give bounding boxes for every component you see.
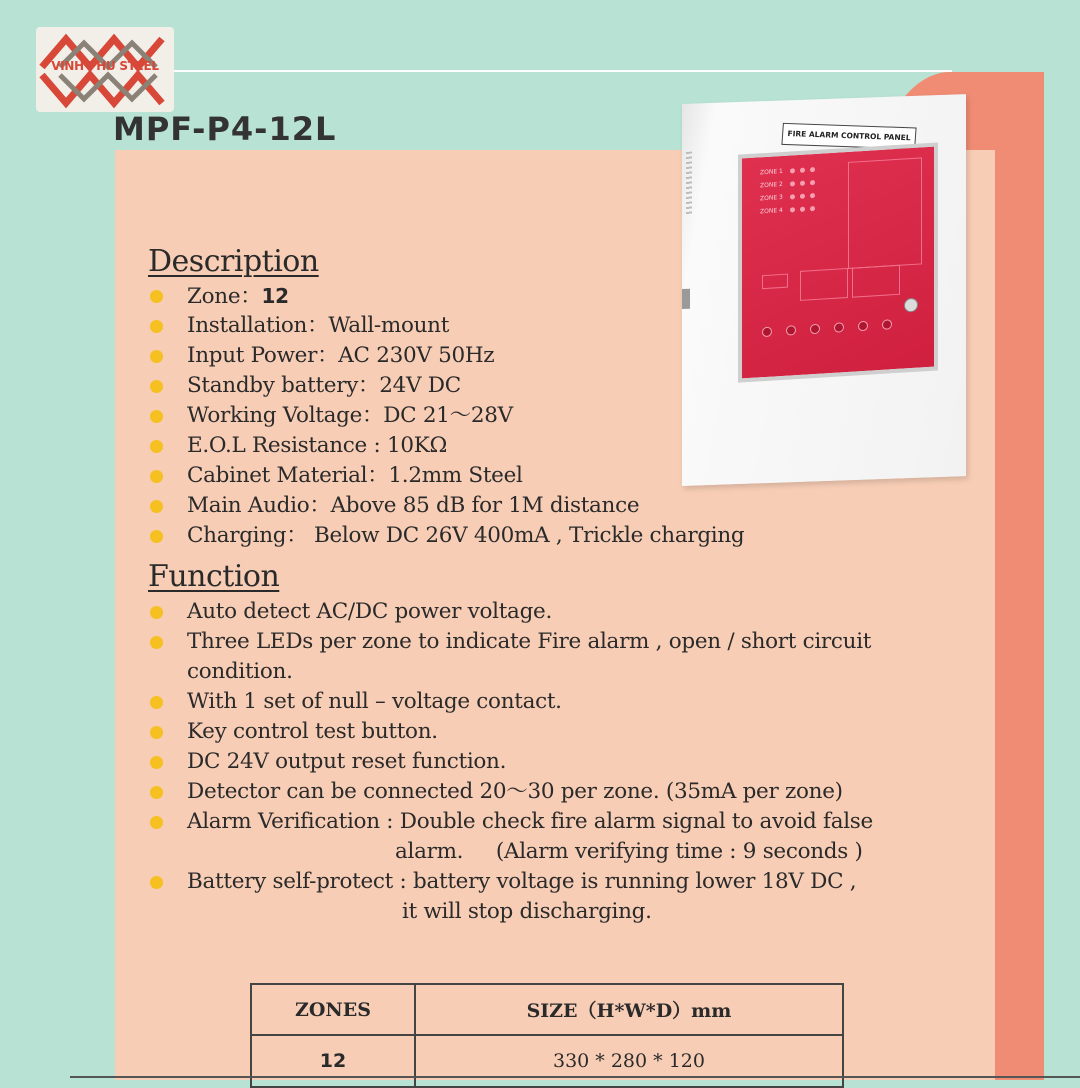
table-cell-size: 330 * 280 * 120 (415, 1035, 843, 1087)
item-text-continued: it will stop discharging. (402, 899, 652, 924)
label-area (848, 157, 922, 269)
led-icon (800, 181, 805, 186)
item-label: Main Audio： (187, 493, 331, 518)
table-header-size: SIZE（H*W*D）mm (415, 984, 843, 1035)
table-header-row (251, 984, 843, 1035)
led-icon (800, 207, 805, 212)
item-label: Input Power： (187, 343, 339, 368)
led-icon (810, 167, 815, 172)
list-item (148, 687, 873, 717)
item-text: Battery self-protect : battery voltage is running lower 18V DC , (187, 869, 857, 894)
item-text-continued: condition. (187, 659, 293, 684)
list-item (148, 807, 873, 867)
list-item (148, 747, 873, 777)
bullet-icon (150, 320, 163, 333)
table-row (251, 1035, 843, 1087)
item-label: Installation： (187, 313, 329, 338)
table-header-zones: ZONES (251, 984, 415, 1035)
bullet-icon (150, 410, 163, 423)
control-button (834, 322, 844, 333)
item-value: DC 21～28V (383, 403, 513, 428)
item-value: 1.2mm Steel (388, 463, 523, 488)
bullet-icon (150, 470, 163, 483)
alarm-display-panel (738, 142, 938, 382)
nameplate: FIRE ALARM CONTROL PANEL (781, 123, 916, 150)
item-text: Detector can be connected 20～30 per zone. (35mA per zone) (187, 779, 843, 804)
item-label: Working Voltage： (187, 403, 384, 428)
item-text: With 1 set of null – voltage contact. (187, 689, 562, 714)
item-value: Wall-mount (328, 313, 450, 338)
item-value: AC 230V 50Hz (338, 343, 495, 368)
bullet-icon (150, 636, 163, 649)
item-value: Below DC 26V 400mA , Trickle charging (307, 523, 745, 548)
list-item (148, 867, 873, 927)
top-divider (160, 70, 952, 72)
led-icon (810, 206, 815, 211)
item-text: Key control test button. (187, 719, 438, 744)
bullet-icon (150, 786, 163, 799)
bullet-icon (150, 380, 163, 393)
item-label: Cabinet Material： (187, 463, 389, 488)
led-icon (790, 168, 795, 173)
bullet-icon (150, 756, 163, 769)
status-legend (852, 265, 900, 298)
list-item (148, 311, 744, 341)
led-icon (790, 194, 795, 199)
fire-indicator (762, 274, 788, 290)
bullet-icon (150, 726, 163, 739)
control-button (786, 325, 796, 336)
zone-label: ZONE 3 (760, 193, 783, 203)
item-text-continued: alarm. (Alarm verifying time : 9 seconds ) (395, 839, 863, 864)
status-legend (800, 268, 848, 301)
list-item (148, 401, 744, 431)
bullet-icon (150, 696, 163, 709)
item-label: Charging： (187, 523, 308, 548)
item-value: 10KΩ (386, 433, 448, 458)
logo-text: VINH PHU STEEL (51, 59, 159, 73)
bullet-icon (150, 876, 163, 889)
led-icon (800, 168, 805, 173)
description-list (148, 281, 744, 551)
item-text: Three LEDs per zone to indicate Fire alarm , open / short circuit (187, 629, 872, 654)
control-button (882, 319, 892, 330)
description-heading: Description (148, 244, 319, 279)
list-item (148, 341, 744, 371)
bullet-icon (150, 606, 163, 619)
item-label: E.O.L Resistance : (187, 433, 387, 458)
bullet-icon (150, 500, 163, 513)
led-icon (790, 207, 795, 212)
bullet-icon (150, 816, 163, 829)
list-item (148, 627, 873, 687)
list-item (148, 777, 873, 807)
bullet-icon (150, 350, 163, 363)
model-title: MPF-P4-12L (113, 110, 337, 148)
vent-slots (686, 152, 692, 216)
item-value: 12 (261, 284, 289, 308)
led-icon (810, 180, 815, 185)
bullet-icon (150, 290, 163, 303)
list-item (148, 597, 873, 627)
zone-label: ZONE 4 (760, 206, 783, 216)
list-item (148, 281, 744, 311)
bullet-icon (150, 440, 163, 453)
list-item (148, 461, 744, 491)
list-item (148, 521, 744, 551)
brand-logo (36, 27, 174, 112)
table-cell-zones: 12 (251, 1035, 415, 1087)
zone-label: ZONE 2 (760, 180, 783, 190)
bottom-divider (70, 1076, 1080, 1078)
item-label: Zone： (187, 284, 262, 309)
list-item (148, 717, 873, 747)
function-heading: Function (148, 559, 280, 594)
led-icon (800, 194, 805, 199)
item-text: Auto detect AC/DC power voltage. (187, 599, 552, 624)
item-value: 24V DC (379, 373, 461, 398)
spec-table (250, 983, 844, 1088)
control-button (858, 321, 868, 332)
list-item (148, 371, 744, 401)
led-icon (810, 193, 815, 198)
item-label: Standby battery： (187, 373, 380, 398)
item-value: Above 85 dB for 1M distance (330, 493, 640, 518)
item-text: DC 24V output reset function. (187, 749, 507, 774)
bullet-icon (150, 530, 163, 543)
control-button (810, 324, 820, 335)
key-switch-icon (904, 298, 918, 313)
led-icon (790, 181, 795, 186)
list-item (148, 491, 744, 521)
list-item (148, 431, 744, 461)
zone-label: ZONE 1 (760, 167, 783, 177)
control-button (762, 327, 772, 338)
function-list (148, 597, 873, 927)
item-text: Alarm Verification : Double check fire alarm signal to avoid false (187, 809, 873, 834)
